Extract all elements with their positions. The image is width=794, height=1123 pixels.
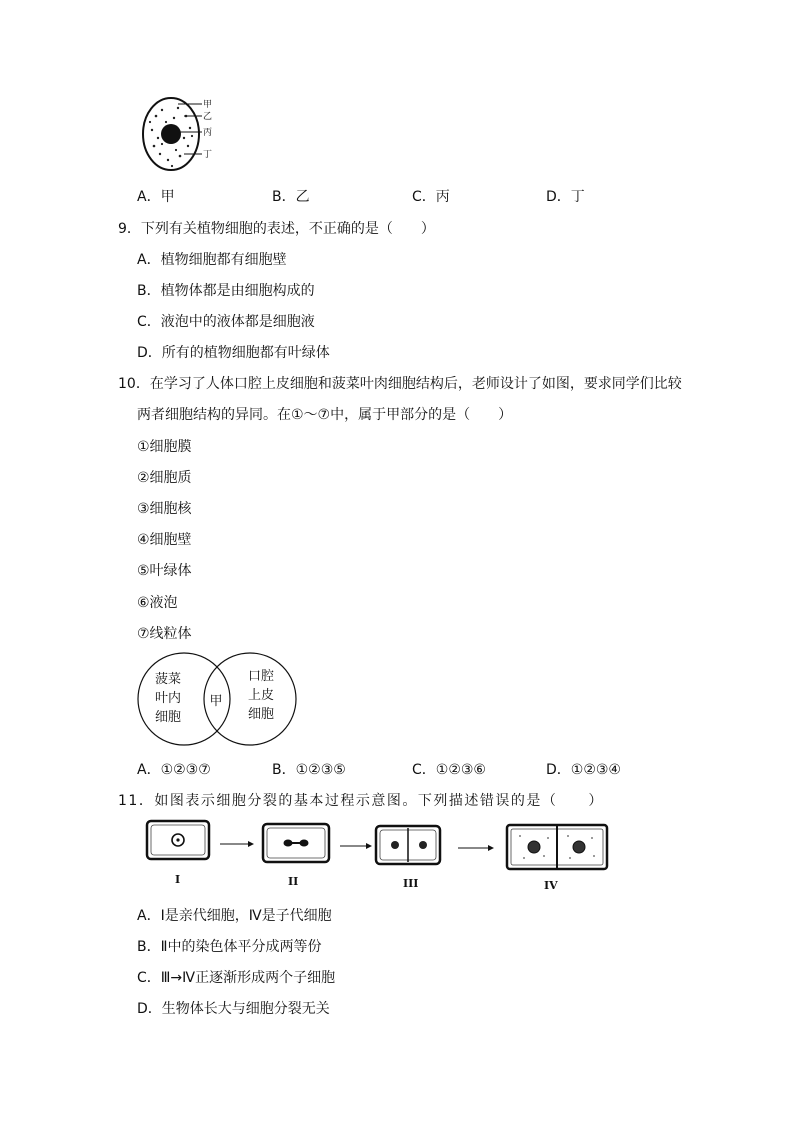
q9-option-b[interactable]: B．植物体都是由细胞构成的 [137,283,315,299]
q8-option-c[interactable]: C．丙 [412,189,450,205]
q9-option-c[interactable]: C．液泡中的液体都是细胞液 [137,314,315,330]
stage-label-4: IV [544,879,558,892]
q10-item-5: ⑤叶绿体 [137,563,192,579]
q10-item-2: ②细胞质 [137,470,192,486]
q10-option-a[interactable]: A．①②③⑦ [137,762,211,778]
q10-stem-line1: 10．在学习了人体口腔上皮细胞和菠菜叶肉细胞结构后，老师设计了如图，要求同学们比较 [118,376,682,392]
cell-label-bing: 丙 [203,128,213,138]
venn-left-label: 菠菜 叶内 细胞 [154,672,181,725]
stage-label-2: II [288,875,299,888]
q9-option-a[interactable]: A．植物细胞都有细胞壁 [137,252,287,268]
animal-cell-figure [138,96,228,176]
q11-option-a[interactable]: A．Ⅰ是亲代细胞，Ⅳ是子代细胞 [137,908,332,924]
q11-option-c[interactable]: C．Ⅲ→Ⅳ正逐渐形成两个子细胞 [137,970,336,986]
q10-option-c[interactable]: C．①②③⑥ [412,762,486,778]
q10-stem-line2: 两者细胞结构的异同。在①～⑦中，属于甲部分的是（ ） [137,407,513,423]
q10-option-b[interactable]: B．①②③⑤ [272,762,346,778]
venn-right-label: 口腔 上皮 细胞 [247,669,274,722]
q9-stem: 9．下列有关植物细胞的表述，不正确的是（ ） [118,221,435,237]
q8-option-a[interactable]: A．甲 [137,189,175,205]
q10-item-7: ⑦线粒体 [137,626,192,642]
q10-item-1: ①细胞膜 [137,439,192,455]
q10-option-d[interactable]: D．①②③④ [546,762,621,778]
cell-label-jia: 甲 [203,100,213,110]
q10-item-6: ⑥液泡 [137,595,178,611]
q11-option-d[interactable]: D．生物体长大与细胞分裂无关 [137,1001,330,1017]
venn-center-label: 甲 [209,694,223,709]
q9-option-d[interactable]: D．所有的植物细胞都有叶绿体 [137,345,330,361]
cell-division-figure [140,818,620,874]
stage-label-3: III [403,877,419,890]
cell-label-yi: 乙 [203,112,213,122]
q11-stem: 11．如图表示细胞分裂的基本过程示意图。下列描述错误的是（ ） [118,793,604,809]
q8-option-b[interactable]: B．乙 [272,189,310,205]
q10-item-3: ③细胞核 [137,501,192,517]
stage-label-1: I [175,873,181,886]
cell-label-ding: 丁 [203,150,213,160]
q11-option-b[interactable]: B．Ⅱ中的染色体平分成两等份 [137,939,322,955]
q8-option-d[interactable]: D．丁 [546,189,585,205]
q10-item-4: ④细胞壁 [137,532,192,548]
